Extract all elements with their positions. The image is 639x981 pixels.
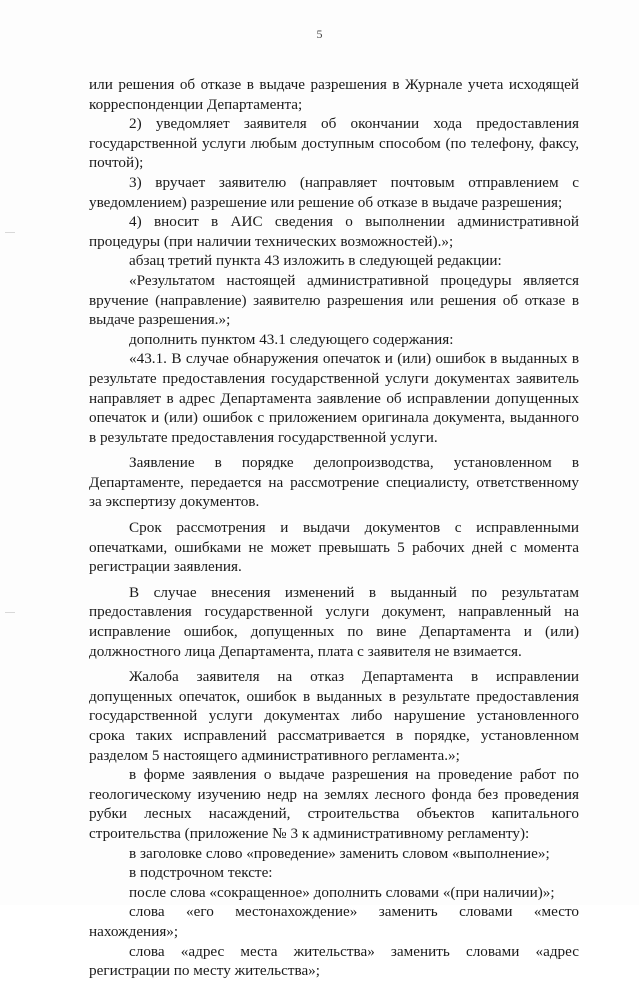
paragraph: слова «его местонахождение» заменить словами «место нахождения»; [89,903,579,940]
paragraph: или решения об отказе в выдаче разрешения в Журнале учета исходящей корреспонденции Департамента; [89,76,579,113]
scan-edge-mark [5,232,15,233]
paragraph: слова «адрес места жительства» заменить словами «адрес регистрации по месту жительства»; [89,942,579,980]
paragraph: в подстрочном тексте: [129,864,273,882]
paragraph: Срок рассмотрения и выдачи документов с исправленными опечатками, ошибками не может превышать 5 рабочих дней с момента регистрации заявления. [89,519,579,576]
paragraph: В случае внесения изменений в выданный по результатам предоставления государственной услуги документ, направленный на исправление ошибок, допущенных по вине Департамента и (или) должностного лица Департамента, плата с заявителя не взимается. [89,583,579,660]
paragraph: дополнить пунктом 43.1 следующего содержания: [129,330,454,348]
paragraph: 4) вносит в АИС сведения о выполнении административной процедуры (при наличии технических возможностей).»; [89,213,579,250]
paragraph: 3) вручает заявителю (направляет почтовым отправлением с уведомлением) разрешение или решение об отказе в выдаче разрешения; [89,173,579,211]
paragraph: Жалоба заявителя на отказ Департамента в исправлении допущенных опечаток, ошибок в выданных в результате предоставления государственной услуги документах либо нарушение установленного срока таких исправлений рассматривается в порядке, установленном разделом 5 настоящего административного регламента.»; [89,668,579,764]
paragraph: «Результатом настоящей административной процедуры является вручение (направление) заявителю разрешения или решения об отказе в выдаче разрешения.»; [89,271,579,329]
scan-edge-mark [5,612,15,613]
document-body [89,75,579,981]
paragraph: 2) уведомляет заявителя об окончании хода предоставления государственной услуги любым доступным способом (по телефону, факсу, почтой); [89,115,579,172]
paragraph: Заявление в порядке делопроизводства, установленном в Департаменте, передается на рассмотрение специалисту, ответственному за экспертизу документов. [89,454,579,511]
paragraph: в форме заявления о выдаче разрешения на проведение работ по геологическому изучению недр на землях лесного фонда без проведения рубки лесных насаждений, строительства объектов капитального строительства (приложение № 3 к административному регламенту): [89,766,579,842]
paragraph: после слова «сокращенное» дополнить словами «(при наличии)»; [129,883,555,901]
page-number: 5 [316,27,323,41]
paragraph: «43.1. В случае обнаружения опечаток и (или) ошибок в выданных в результате предоставления государственной услуги документах заявитель направляет в адрес Департамента заявление об исправлении допущенных опечаток и (или) ошибок с приложением оригинала документа, выданного в результате предоставления государственной услуги. [89,350,579,446]
paragraph: абзац третий пункта 43 изложить в следующей редакции: [129,252,502,270]
paragraph: в заголовке слово «проведение» заменить словом «выполнение»; [129,844,550,862]
